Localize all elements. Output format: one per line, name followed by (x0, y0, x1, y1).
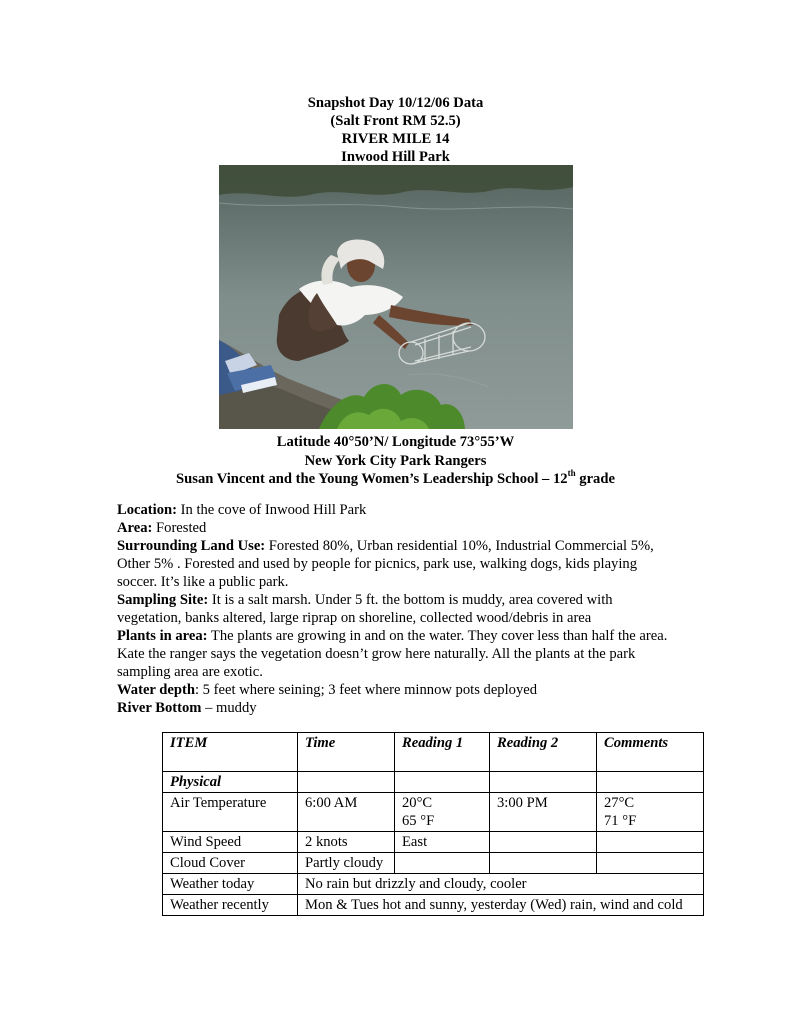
section-label: Physical (163, 772, 298, 793)
school-line: Susan Vincent and the Young Women’s Leadership School – 12th grade (176, 468, 615, 487)
site-info (117, 501, 677, 717)
header-cell: Time (298, 733, 395, 772)
table-row (163, 832, 704, 853)
coordinates: Latitude 40°50’N/ Longitude 73°55’W (276, 434, 515, 450)
header-cell: Reading 1 (395, 733, 490, 772)
river-bottom-row: River Bottom – muddy (117, 700, 257, 716)
reading1-cell: East (395, 832, 490, 853)
data-table (162, 732, 704, 916)
item-cell: Weather recently (163, 895, 298, 916)
time-cell: 6:00 AM (298, 793, 395, 832)
river-mile-line: RIVER MILE 14 (341, 131, 450, 147)
location-row: Location: In the cove of Inwood Hill Park (117, 502, 367, 518)
document-header (0, 94, 791, 166)
park-name-line: Inwood Hill Park (341, 149, 450, 165)
table-row (163, 853, 704, 874)
item-cell: Air Temperature (163, 793, 298, 832)
item-cell: Wind Speed (163, 832, 298, 853)
table-row (163, 772, 704, 793)
area-row: Area: Forested (117, 520, 207, 536)
title-line: Snapshot Day 10/12/06 Data (307, 95, 484, 111)
water-depth-row: Water depth: 5 feet where seining; 3 feet where minnow pots deployed (117, 682, 538, 698)
time-cell: 2 knots (298, 832, 395, 853)
header-cell: ITEM (163, 733, 298, 772)
item-cell: Cloud Cover (163, 853, 298, 874)
plants-row: Plants in area: The plants are growing in and on the water. They cover less than half the area. Kate the ranger says the vegetation doesn’t grow here naturally. All the plants at the park sampling area are exotic. (117, 628, 668, 680)
site-subheader (0, 433, 791, 489)
table-row (163, 874, 704, 895)
table-header-row (163, 733, 704, 772)
merged-cell: No rain but drizzly and cloudy, cooler (298, 874, 704, 895)
sampling-site-row: Sampling Site: It is a salt marsh. Under 5 ft. the bottom is muddy, area covered with vegetation, banks altered, large riprap on shoreline, collected wood/debris in area (117, 592, 613, 626)
reading1-cell: 20°C 65 °F (395, 793, 490, 832)
reading2-cell: 3:00 PM (490, 793, 597, 832)
header-cell: Comments (597, 733, 704, 772)
table-row (163, 793, 704, 832)
time-cell: Partly cloudy (298, 853, 395, 874)
merged-cell: Mon & Tues hot and sunny, yesterday (Wed) rain, wind and cold (298, 895, 704, 916)
salt-front-line: (Salt Front RM 52.5) (330, 113, 461, 129)
land-use-row: Surrounding Land Use: Forested 80%, Urban residential 10%, Industrial Commercial 5%, Other 5% . Forested and used by people for picnics, park use, walking dogs, kids playing soccer. It’s like a public park. (117, 538, 654, 590)
item-cell: Weather today (163, 874, 298, 895)
site-photo (219, 165, 573, 429)
organization: New York City Park Rangers (304, 452, 487, 469)
comments-cell: 27°C 71 °F (597, 793, 704, 832)
header-cell: Reading 2 (490, 733, 597, 772)
table-row (163, 895, 704, 916)
